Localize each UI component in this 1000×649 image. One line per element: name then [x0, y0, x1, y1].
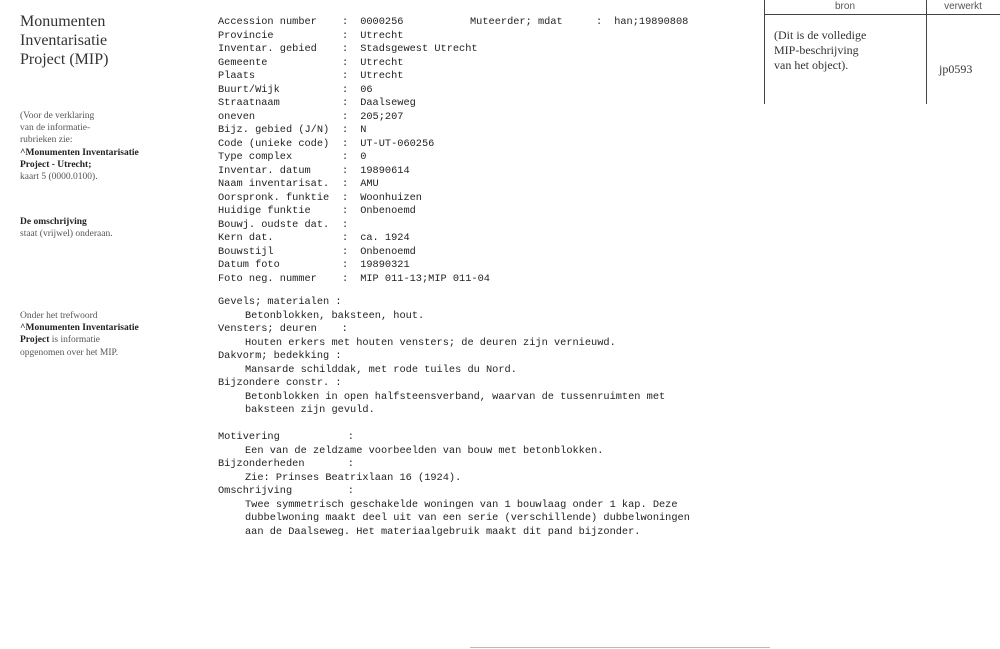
note-line: staat (vrijwel) onderaan.: [20, 229, 113, 240]
colon: :: [342, 245, 349, 258]
field-label: Accession number: [218, 16, 317, 28]
description-text: aan de Daalseweg. Het materiaalgebruik maakt dit pand bijzonder.: [245, 525, 641, 538]
spacer: [218, 418, 738, 432]
record-description: [218, 296, 738, 539]
mutation-label: Muteerder; mdat: [470, 16, 563, 28]
description-text: Betonblokken, baksteen, hout.: [245, 309, 425, 322]
colon: :: [342, 232, 349, 244]
colon: :: [342, 83, 349, 96]
bron-line: (Dit is de volledige: [774, 28, 867, 42]
verwerkt-code: jp0593: [939, 62, 973, 76]
description-label: Vensters; deuren :: [218, 323, 348, 335]
description-text: Zie: Prinses Beatrixlaan 16 (1924).: [245, 471, 462, 484]
description-label: Omschrijving :: [218, 485, 354, 497]
field-value: MIP 011-13;MIP 011-04: [360, 272, 490, 285]
field-value: Daalseweg: [360, 97, 416, 109]
mutation-info: [470, 16, 688, 28]
colon: :: [342, 110, 349, 123]
field-value: 205;207: [360, 110, 404, 123]
colon: :: [342, 178, 349, 190]
description-text: Een van de zeldzame voorbeelden van bouw met betonblokken.: [245, 444, 604, 457]
field-label: Code (unieke code): [218, 137, 330, 150]
field-row: [218, 124, 490, 138]
field-label: Bouwj. oudste dat.: [218, 218, 330, 231]
note-line: rubrieken zie:: [20, 135, 73, 146]
note-explanation: [20, 110, 205, 183]
note-line: opgenomen over het MIP.: [20, 347, 119, 358]
field-label: Kern dat.: [218, 232, 274, 244]
colon: :: [342, 218, 349, 231]
field-row: [218, 165, 490, 179]
field-row: [218, 273, 490, 287]
field-row: [218, 232, 490, 246]
field-row: [218, 30, 490, 44]
bron-line: van het object).: [774, 58, 849, 72]
field-label: Provincie: [218, 29, 274, 42]
field-label: Foto neg. nummer: [218, 272, 317, 285]
field-label: Inventar. datum: [218, 164, 311, 177]
field-row: [218, 138, 490, 152]
field-value: Stadsgewest Utrecht: [360, 43, 478, 55]
colon: :: [342, 259, 349, 271]
colon: :: [342, 29, 349, 42]
field-value: ca. 1924: [360, 232, 410, 244]
box-divider: [926, 0, 927, 104]
colon: :: [342, 272, 349, 285]
field-row: [218, 70, 490, 84]
title-line: Project (MIP): [20, 51, 109, 68]
field-row: [218, 57, 490, 71]
header-verwerkt: verwerkt: [944, 1, 982, 12]
field-label: Datum foto: [218, 259, 280, 271]
note-bold-line: ^Monumenten Inventarisatie: [20, 323, 139, 334]
note-keyword: [20, 310, 205, 359]
field-value: Onbenoemd: [360, 205, 416, 217]
field-row: [218, 246, 490, 260]
field-label: Huidige funktie: [218, 205, 311, 217]
note-line: Onder het trefwoord: [20, 311, 98, 321]
bron-text: [774, 28, 866, 73]
note-bold-word: Project: [20, 335, 50, 346]
description-text: Betonblokken in open halfsteensverband, waarvan de tussenruimten met: [245, 390, 666, 403]
note-bold-line: Project - Utrecht;: [20, 159, 92, 170]
field-label: Naam inventarisat.: [218, 178, 330, 190]
mutation-value: han;19890808: [614, 16, 689, 28]
record-fields: [218, 16, 689, 286]
field-value: Woonhuizen: [360, 191, 422, 204]
description-text: dubbelwoning maakt deel uit van een serie (verschillende) dubbelwoningen: [245, 512, 690, 524]
colon: :: [342, 70, 349, 82]
header-bron: bron: [834, 1, 855, 12]
description-text: Mansarde schilddak, met rode tuiles du Nord.: [245, 363, 517, 376]
description-text: Twee symmetrisch geschakelde woningen van 1 bouwlaag onder 1 kap. Deze: [245, 498, 678, 511]
field-row: [218, 259, 490, 273]
description-text: Houten erkers met houten vensters; de deuren zijn vernieuwd.: [245, 336, 616, 349]
field-value: 0: [360, 151, 367, 163]
field-label: Bouwstijl: [218, 245, 274, 258]
box-divider: [764, 0, 765, 104]
field-value: UT-UT-060256: [360, 137, 435, 150]
field-label: Straatnaam: [218, 97, 280, 109]
note-line: (Voor de verklaring: [20, 111, 95, 121]
description-label: Dakvorm; bedekking :: [218, 350, 342, 362]
field-value: 06: [360, 83, 373, 96]
field-row: [218, 84, 490, 98]
description-label: Gevels; materialen :: [218, 296, 342, 308]
field-label: oneven: [218, 110, 256, 123]
field-value: 19890321: [360, 259, 410, 271]
divider: [470, 647, 770, 648]
field-value: Utrecht: [360, 56, 404, 69]
field-value: Utrecht: [360, 29, 404, 42]
field-row: [218, 205, 490, 219]
note-description-location: [20, 216, 205, 240]
field-value: 0000256: [360, 16, 404, 28]
field-row: [218, 219, 490, 233]
colon: :: [342, 151, 349, 163]
field-value: Utrecht: [360, 70, 404, 82]
source-box: [764, 0, 1000, 104]
field-value: 19890614: [360, 164, 410, 177]
colon: :: [342, 137, 349, 150]
note-bold-line: De omschrijving: [20, 217, 87, 227]
field-row: [218, 43, 490, 57]
field-row: [218, 178, 490, 192]
field-label: Buurt/Wijk: [218, 83, 280, 96]
description-label: Bijzondere constr. :: [218, 377, 342, 389]
field-row: [218, 151, 490, 165]
description-label: Motivering :: [218, 431, 354, 443]
note-line: kaart 5 (0000.0100).: [20, 172, 98, 183]
note-text: is informatie: [49, 335, 101, 346]
note-bold-line: ^Monumenten Inventarisatie: [20, 147, 139, 158]
field-label: Bijz. gebied (J/N): [218, 124, 330, 136]
field-label: Inventar. gebied: [218, 43, 317, 55]
colon: :: [342, 56, 349, 69]
sidebar: [20, 12, 200, 69]
field-value: N: [360, 124, 367, 136]
field-label: Oorspronk. funktie: [218, 191, 330, 204]
colon: :: [342, 205, 349, 217]
note-line: van de informatie-: [20, 123, 91, 134]
colon: :: [342, 16, 349, 28]
field-value: Onbenoemd: [360, 245, 416, 258]
colon: :: [596, 16, 603, 28]
box-header: [764, 0, 1000, 15]
colon: :: [342, 43, 349, 55]
field-label: Type complex: [218, 151, 293, 163]
field-row: [218, 16, 490, 30]
colon: :: [342, 97, 349, 109]
title-line: Inventarisatie: [20, 32, 108, 49]
colon: :: [342, 124, 349, 136]
page-title: [20, 12, 200, 69]
colon: :: [342, 164, 349, 177]
field-row: [218, 97, 490, 111]
field-value: AMU: [360, 178, 379, 190]
description-text: baksteen zijn gevuld.: [245, 404, 375, 416]
field-row: [218, 111, 490, 125]
colon: :: [342, 191, 349, 204]
field-label: Plaats: [218, 70, 256, 82]
description-label: Bijzonderheden :: [218, 458, 354, 470]
field-row: [218, 192, 490, 206]
bron-line: MIP-beschrijving: [774, 43, 859, 57]
field-label: Gemeente: [218, 56, 268, 69]
title-line: Monumenten: [20, 13, 106, 30]
